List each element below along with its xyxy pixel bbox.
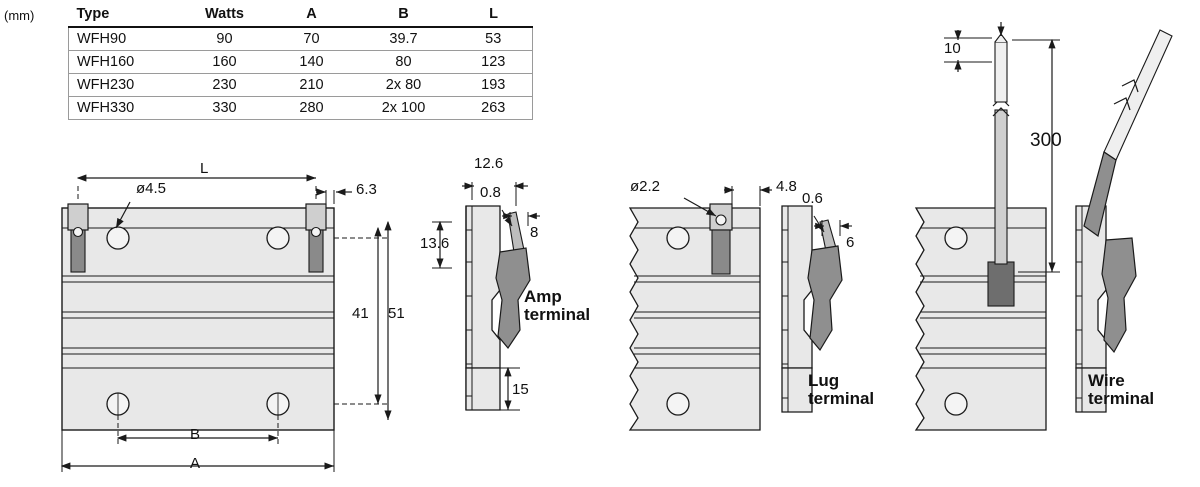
label-0-6: 0.6 [802, 190, 823, 207]
lug-title-line2: terminal [808, 388, 875, 408]
label-4-8: 4.8 [776, 178, 797, 195]
label-hole-dia-2: ø2.2 [630, 178, 661, 195]
amp-title-line2: terminal [524, 304, 591, 324]
cell-b: 2x 100 [353, 97, 455, 120]
cell-a: 140 [271, 51, 353, 74]
cell-l: 193 [455, 74, 533, 97]
cell-type: WFH230 [69, 74, 179, 97]
cell-a: 280 [271, 97, 353, 120]
label-B: B [190, 426, 201, 443]
label-51: 51 [388, 305, 405, 322]
th-type: Type [69, 4, 179, 27]
cell-l: 53 [455, 27, 533, 51]
cell-watts: 330 [179, 97, 271, 120]
cell-a: 210 [271, 74, 353, 97]
wire-terminal-title [1088, 372, 1154, 408]
label-6: 6 [846, 234, 855, 251]
label-0-8: 0.8 [480, 184, 501, 201]
amp-title-line1: Amp [524, 287, 562, 306]
label-41: 41 [352, 305, 369, 322]
label-15: 15 [512, 381, 529, 398]
th-a: A [271, 4, 353, 27]
units-label: (mm) [4, 8, 35, 23]
lug-terminal-title [808, 372, 874, 408]
th-watts: Watts [179, 4, 271, 27]
lug-title-line1: Lug [808, 371, 840, 390]
cell-l: 263 [455, 97, 533, 120]
wire-title-line2: terminal [1088, 388, 1155, 408]
cell-watts: 90 [179, 27, 271, 51]
cell-watts: 230 [179, 74, 271, 97]
label-13-6: 13.6 [420, 235, 450, 252]
label-L: L [200, 160, 209, 177]
cell-b: 39.7 [353, 27, 455, 51]
cell-watts: 160 [179, 51, 271, 74]
front-view [62, 178, 388, 472]
cell-type: WFH160 [69, 51, 179, 74]
label-6-3: 6.3 [356, 181, 377, 198]
label-10: 10 [944, 40, 961, 57]
cell-type: WFH90 [69, 27, 179, 51]
lug-front-partial-view [630, 186, 772, 430]
wire-title-line1: Wire [1088, 371, 1125, 390]
th-b: B [353, 4, 455, 27]
label-8: 8 [530, 224, 539, 241]
label-A: A [190, 455, 201, 472]
label-12-6: 12.6 [474, 155, 504, 172]
cell-a: 70 [271, 27, 353, 51]
cell-b: 80 [353, 51, 455, 74]
label-hole-dia: ø4.5 [136, 180, 167, 197]
cell-type: WFH330 [69, 97, 179, 120]
wire-front-partial-view [916, 22, 1060, 430]
amp-terminal-title [524, 288, 590, 324]
cell-l: 123 [455, 51, 533, 74]
label-300: 300 [1030, 130, 1062, 151]
wire-terminal-view [1076, 30, 1172, 412]
th-l: L [455, 4, 533, 27]
cell-b: 2x 80 [353, 74, 455, 97]
